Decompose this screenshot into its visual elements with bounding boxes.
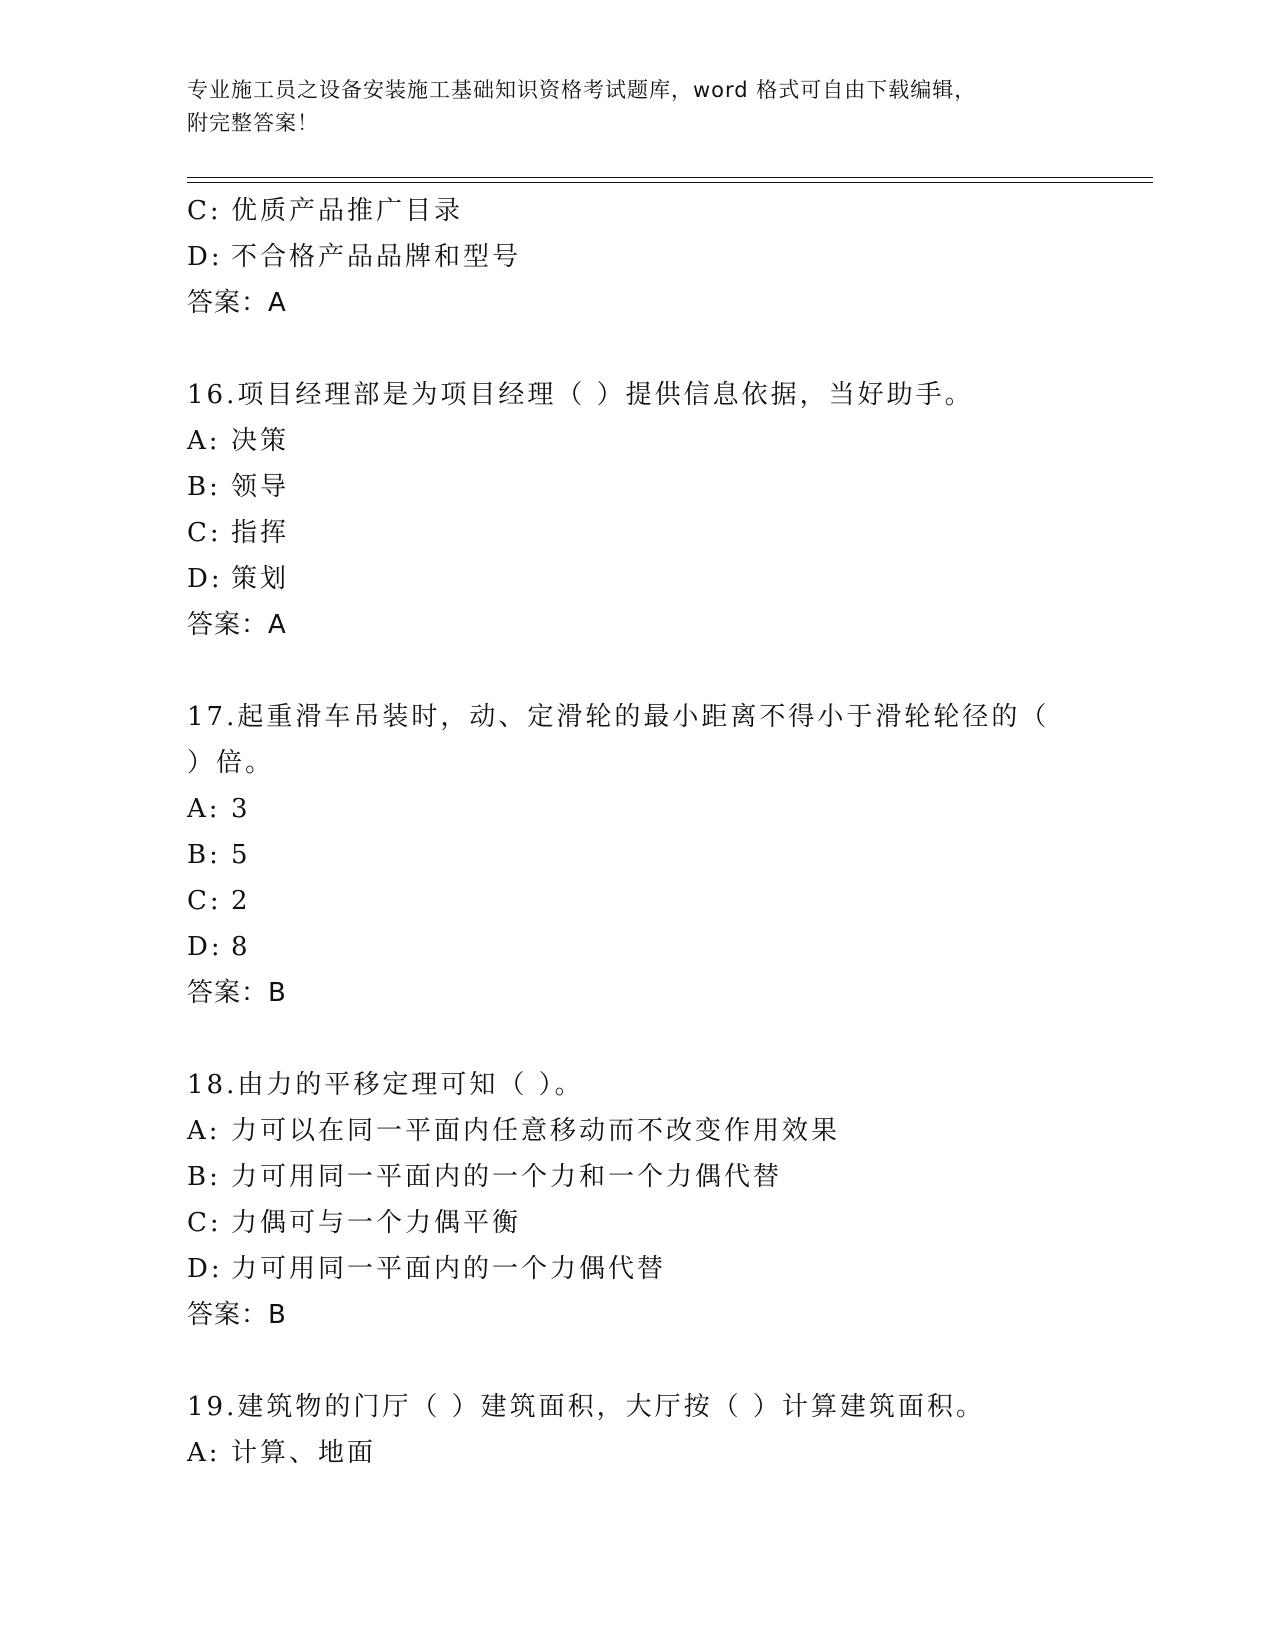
option-key: A: <box>187 1116 221 1146</box>
option-d <box>187 924 1153 970</box>
option-b <box>187 832 1153 878</box>
question-stem: 18.由力的平移定理可知（ ）。 <box>187 1070 584 1100</box>
option-text: 2 <box>231 886 251 916</box>
option-text: 3 <box>231 794 251 824</box>
option-d <box>187 234 1153 280</box>
option-c <box>187 510 1153 556</box>
option-text: 不合格产品品牌和型号 <box>231 242 522 272</box>
question-16 <box>187 372 1153 648</box>
option-key: D: <box>187 242 223 272</box>
option-key: A: <box>187 426 221 456</box>
option-text: 领导 <box>231 472 290 502</box>
option-key: B: <box>187 840 221 870</box>
option-d <box>187 1246 1153 1292</box>
option-b <box>187 464 1153 510</box>
option-key: C: <box>187 886 222 916</box>
option-text: 力可用同一平面内的一个力和一个力偶代替 <box>231 1162 783 1192</box>
option-text: 力可以在同一平面内任意移动而不改变作用效果 <box>231 1116 841 1146</box>
option-text: 力偶可与一个力偶平衡 <box>231 1208 522 1238</box>
option-key: B: <box>187 1162 221 1192</box>
question-list <box>187 188 1153 1476</box>
header-divider <box>187 177 1153 183</box>
question-stem: 19.建筑物的门厅（ ）建筑面积，大厅按（ ）计算建筑面积。 <box>187 1392 985 1422</box>
header-line-2: 附完整答案！ <box>187 111 319 135</box>
option-key: A: <box>187 1438 221 1468</box>
spacer <box>187 648 1153 694</box>
option-text: 指挥 <box>231 518 290 548</box>
option-text: 策划 <box>231 564 290 594</box>
option-d <box>187 556 1153 602</box>
document-header <box>187 74 1087 140</box>
answer: 答案：B <box>187 978 287 1008</box>
option-b <box>187 1154 1153 1200</box>
option-a <box>187 786 1153 832</box>
option-key: A: <box>187 794 221 824</box>
question-stem: 16.项目经理部是为项目经理（ ）提供信息依据，当好助手。 <box>187 380 974 410</box>
option-c <box>187 1200 1153 1246</box>
question-15-continued <box>187 188 1153 326</box>
spacer <box>187 1016 1153 1062</box>
question-19 <box>187 1384 1153 1476</box>
option-key: B: <box>187 472 221 502</box>
question-17 <box>187 694 1153 1016</box>
header-line-1: 专业施工员之设备安装施工基础知识资格考试题库，word 格式可自由下载编辑， <box>187 78 977 102</box>
question-stem-line-2: ）倍。 <box>187 748 275 778</box>
option-a <box>187 1430 1153 1476</box>
option-text: 8 <box>231 932 251 962</box>
option-c <box>187 878 1153 924</box>
option-key: D: <box>187 932 223 962</box>
spacer <box>187 326 1153 372</box>
option-key: D: <box>187 1254 223 1284</box>
answer: 答案：A <box>187 288 287 318</box>
question-18 <box>187 1062 1153 1338</box>
option-text: 决策 <box>231 426 290 456</box>
answer: 答案：A <box>187 610 287 640</box>
option-text: 优质产品推广目录 <box>231 196 464 226</box>
option-key: C: <box>187 518 222 548</box>
option-key: C: <box>187 196 222 226</box>
option-a <box>187 418 1153 464</box>
spacer <box>187 1338 1153 1384</box>
option-text: 力可用同一平面内的一个力偶代替 <box>231 1254 667 1284</box>
option-text: 5 <box>231 840 251 870</box>
option-key: C: <box>187 1208 222 1238</box>
option-key: D: <box>187 564 223 594</box>
option-c <box>187 188 1153 234</box>
option-text: 计算、地面 <box>231 1438 377 1468</box>
question-stem-line-1: 17.起重滑车吊装时，动、定滑轮的最小距离不得小于滑轮轮径的（ <box>187 702 1050 732</box>
answer: 答案：B <box>187 1300 287 1330</box>
option-a <box>187 1108 1153 1154</box>
